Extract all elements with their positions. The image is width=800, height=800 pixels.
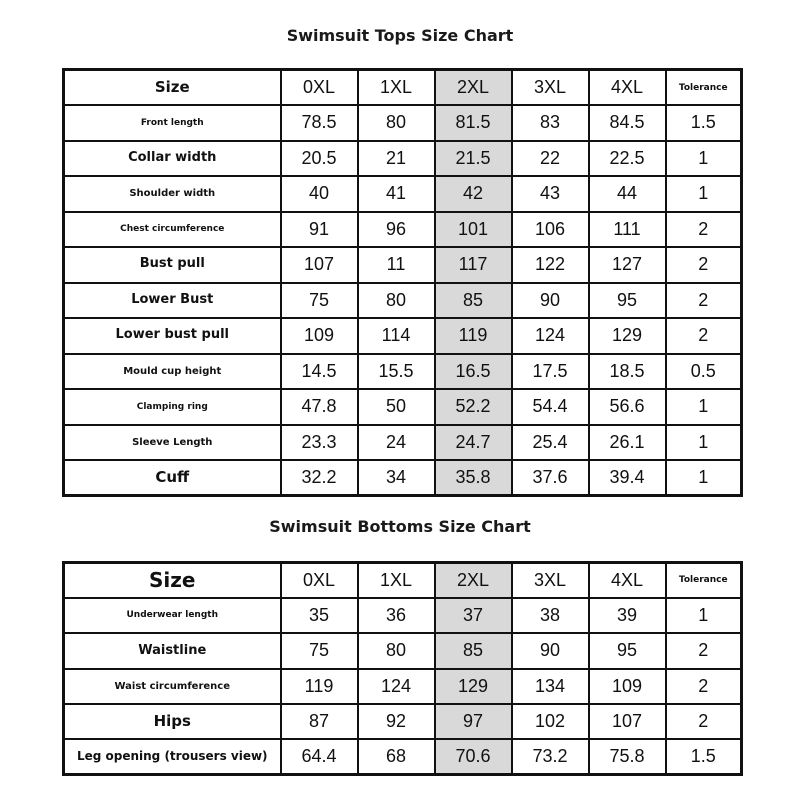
cell: 42 — [435, 176, 512, 212]
cell: 22 — [512, 141, 589, 177]
row-label: Front length — [64, 105, 281, 141]
cell: 87 — [281, 704, 358, 739]
cell: 90 — [512, 283, 589, 319]
cell: 117 — [435, 247, 512, 283]
cell: 124 — [358, 669, 435, 704]
cell: 102 — [512, 704, 589, 739]
cell: 90 — [512, 633, 589, 668]
cell: 75.8 — [589, 739, 666, 774]
row-label: Chest circumference — [64, 212, 281, 248]
cell: 129 — [589, 318, 666, 354]
tolerance-cell: 1.5 — [666, 739, 742, 774]
row-label: Shoulder width — [64, 176, 281, 212]
cell: 80 — [358, 283, 435, 319]
cell: 39 — [589, 598, 666, 633]
cell: 50 — [358, 389, 435, 425]
cell: 134 — [512, 669, 589, 704]
tolerance-cell: 2 — [666, 704, 742, 739]
table-row — [64, 176, 742, 212]
tolerance-cell: 1 — [666, 389, 742, 425]
cell: 32.2 — [281, 460, 358, 496]
cell: 68 — [358, 739, 435, 774]
tolerance-cell: 2 — [666, 283, 742, 319]
cell: 80 — [358, 633, 435, 668]
size-header: Size — [64, 70, 281, 106]
cell: 81.5 — [435, 105, 512, 141]
table-row — [64, 460, 742, 496]
cell: 52.2 — [435, 389, 512, 425]
cell: 107 — [281, 247, 358, 283]
table-header-row — [64, 70, 742, 106]
cell: 80 — [358, 105, 435, 141]
cell: 127 — [589, 247, 666, 283]
tolerance-cell: 2 — [666, 212, 742, 248]
row-label: Lower bust pull — [64, 318, 281, 354]
row-label: Underwear length — [64, 598, 281, 633]
cell: 47.8 — [281, 389, 358, 425]
size-header-4xl: 4XL — [589, 563, 666, 598]
cell: 111 — [589, 212, 666, 248]
cell: 106 — [512, 212, 589, 248]
cell: 25.4 — [512, 425, 589, 461]
size-header: Size — [64, 563, 281, 598]
cell: 84.5 — [589, 105, 666, 141]
table-row — [64, 633, 742, 668]
cell: 18.5 — [589, 354, 666, 390]
cell: 101 — [435, 212, 512, 248]
cell: 78.5 — [281, 105, 358, 141]
cell: 85 — [435, 633, 512, 668]
cell: 26.1 — [589, 425, 666, 461]
cell: 119 — [435, 318, 512, 354]
cell: 96 — [358, 212, 435, 248]
cell: 40 — [281, 176, 358, 212]
table-row — [64, 283, 742, 319]
cell: 129 — [435, 669, 512, 704]
tolerance-cell: 0.5 — [666, 354, 742, 390]
cell: 24.7 — [435, 425, 512, 461]
tops-size-table — [62, 68, 743, 497]
cell: 39.4 — [589, 460, 666, 496]
cell: 85 — [435, 283, 512, 319]
tolerance-header: Tolerance — [666, 563, 742, 598]
table-row — [64, 105, 742, 141]
row-label: Leg opening (trousers view) — [64, 739, 281, 774]
size-header-0xl: 0XL — [281, 563, 358, 598]
size-header-4xl: 4XL — [589, 70, 666, 106]
tolerance-cell: 1 — [666, 141, 742, 177]
cell: 21 — [358, 141, 435, 177]
tolerance-cell: 1 — [666, 460, 742, 496]
cell: 97 — [435, 704, 512, 739]
cell: 14.5 — [281, 354, 358, 390]
tolerance-cell: 1.5 — [666, 105, 742, 141]
cell: 41 — [358, 176, 435, 212]
cell: 70.6 — [435, 739, 512, 774]
cell: 11 — [358, 247, 435, 283]
table-row — [64, 318, 742, 354]
row-label: Mould cup height — [64, 354, 281, 390]
cell: 56.6 — [589, 389, 666, 425]
row-label: Waistline — [64, 633, 281, 668]
cell: 44 — [589, 176, 666, 212]
table-row — [64, 739, 742, 774]
tolerance-cell: 1 — [666, 598, 742, 633]
cell: 37 — [435, 598, 512, 633]
tops-chart-title: Swimsuit Tops Size Chart — [286, 26, 514, 45]
cell: 38 — [512, 598, 589, 633]
cell: 22.5 — [589, 141, 666, 177]
size-header-1xl: 1XL — [358, 563, 435, 598]
size-header-0xl: 0XL — [281, 70, 358, 106]
size-header-1xl: 1XL — [358, 70, 435, 106]
cell: 95 — [589, 633, 666, 668]
cell: 23.3 — [281, 425, 358, 461]
cell: 15.5 — [358, 354, 435, 390]
cell: 75 — [281, 633, 358, 668]
table-row — [64, 704, 742, 739]
cell: 24 — [358, 425, 435, 461]
table-row — [64, 669, 742, 704]
cell: 92 — [358, 704, 435, 739]
table-row — [64, 598, 742, 633]
cell: 119 — [281, 669, 358, 704]
cell: 16.5 — [435, 354, 512, 390]
table-row — [64, 141, 742, 177]
bottoms-chart-title: Swimsuit Bottoms Size Chart — [269, 517, 531, 536]
table-row — [64, 247, 742, 283]
table-header-row — [64, 563, 742, 598]
table-row — [64, 212, 742, 248]
cell: 34 — [358, 460, 435, 496]
row-label: Sleeve Length — [64, 425, 281, 461]
bottoms-size-table — [62, 561, 743, 776]
tolerance-header: Tolerance — [666, 70, 742, 106]
row-label: Cuff — [64, 460, 281, 496]
cell: 21.5 — [435, 141, 512, 177]
cell: 107 — [589, 704, 666, 739]
tolerance-cell: 1 — [666, 176, 742, 212]
tolerance-cell: 2 — [666, 633, 742, 668]
cell: 109 — [589, 669, 666, 704]
row-label: Clamping ring — [64, 389, 281, 425]
cell: 35.8 — [435, 460, 512, 496]
cell: 43 — [512, 176, 589, 212]
table-row — [64, 354, 742, 390]
table-row — [64, 425, 742, 461]
cell: 109 — [281, 318, 358, 354]
cell: 114 — [358, 318, 435, 354]
cell: 124 — [512, 318, 589, 354]
size-header-2xl: 2XL — [435, 563, 512, 598]
cell: 91 — [281, 212, 358, 248]
row-label: Lower Bust — [64, 283, 281, 319]
table-row — [64, 389, 742, 425]
cell: 75 — [281, 283, 358, 319]
cell: 64.4 — [281, 739, 358, 774]
cell: 122 — [512, 247, 589, 283]
tolerance-cell: 2 — [666, 318, 742, 354]
cell: 36 — [358, 598, 435, 633]
tolerance-cell: 1 — [666, 425, 742, 461]
cell: 17.5 — [512, 354, 589, 390]
cell: 83 — [512, 105, 589, 141]
cell: 20.5 — [281, 141, 358, 177]
cell: 73.2 — [512, 739, 589, 774]
row-label: Hips — [64, 704, 281, 739]
tolerance-cell: 2 — [666, 669, 742, 704]
cell: 37.6 — [512, 460, 589, 496]
size-header-3xl: 3XL — [512, 70, 589, 106]
cell: 35 — [281, 598, 358, 633]
row-label: Waist circumference — [64, 669, 281, 704]
tolerance-cell: 2 — [666, 247, 742, 283]
row-label: Collar width — [64, 141, 281, 177]
size-header-3xl: 3XL — [512, 563, 589, 598]
row-label: Bust pull — [64, 247, 281, 283]
cell: 54.4 — [512, 389, 589, 425]
size-header-2xl: 2XL — [435, 70, 512, 106]
cell: 95 — [589, 283, 666, 319]
